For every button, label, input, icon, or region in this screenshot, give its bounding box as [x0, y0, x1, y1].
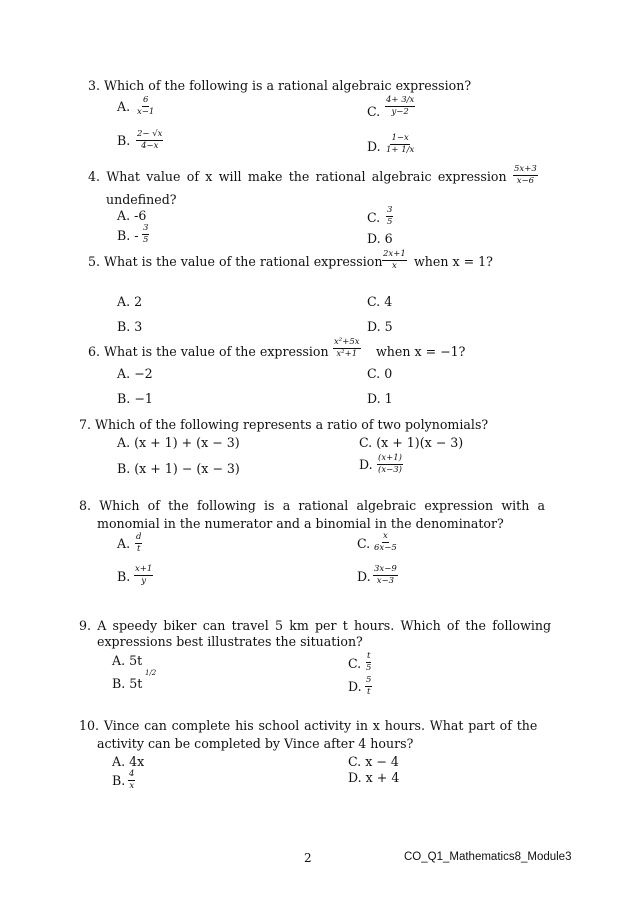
q10-option-b-label: B.: [112, 773, 126, 788]
q9-option-c-label: C.: [348, 656, 362, 671]
q3-option-d-label: D.: [367, 139, 381, 154]
q7-option-d-label: D.: [359, 457, 373, 472]
q4-stem: 4. What value of x will make the rational algebraic expression: [88, 169, 507, 184]
q6-expression-fraction: $\frac{\text{x²+5x}}{\text{x²+1}}$: [334, 337, 360, 359]
q3-option-a-fraction: $\frac{6}{x-1}$: [137, 95, 155, 117]
q4-stem-continued: undefined?: [106, 192, 177, 207]
q8-option-a-label: A.: [117, 536, 131, 551]
q3-option-b-fraction: $\frac{2- √x}{4-x}$: [137, 129, 163, 151]
q4-expression-fraction: $\frac{5x+3}{x-6}$: [514, 164, 537, 186]
q7-option-d-fraction: $\frac{(x+1)}{(x-3)}$: [378, 453, 402, 475]
q8-option-c-fraction: $\frac{x}{6x-5}$: [374, 531, 397, 553]
q7-stem: 7. Which of the following represents a ratio of two polynomials?: [79, 417, 489, 432]
q10-stem-line1: 10. Vince can complete his school activity in x hours. What part of the: [79, 718, 538, 733]
q5-expression-fraction: $\frac{2x+1}{x}$: [383, 249, 406, 271]
q9-option-d-label: D.: [348, 679, 362, 694]
q9-stem-line2: expressions best illustrates the situation?: [97, 634, 363, 649]
q5-option-b: B. 3: [117, 319, 143, 334]
q10-option-a: A. 4x: [112, 754, 145, 769]
q8-option-b-fraction: $\frac{x+1}{y}$: [135, 564, 153, 586]
q9-option-d-fraction: $\frac{5}{t}$: [366, 675, 372, 697]
q9-option-a: A. 5t: [112, 653, 143, 668]
q8-stem-line2: monomial in the numerator and a binomial in the denominator?: [97, 516, 504, 531]
q10-option-d: D. x + 4: [348, 770, 400, 785]
q3-option-c-fraction: $\frac{4+ 3/x}{y-2}$: [386, 95, 415, 117]
q4-option-c-label: C.: [367, 210, 381, 225]
q3-stem: 3. Which of the following is a rational algebraic expression?: [88, 78, 472, 93]
q6-option-c: C. 0: [367, 366, 393, 381]
q5-option-a: A. 2: [117, 294, 143, 309]
q4-option-d: D. 6: [367, 231, 393, 246]
q8-option-d-label: D.: [357, 569, 371, 584]
q7-option-c: C. (x + 1)(x − 3): [359, 435, 464, 450]
q9-option-b-label: B. 5t: [112, 676, 143, 691]
q8-option-a-fraction: $\frac{d}{t}$: [136, 532, 142, 554]
q10-stem-line2: activity can be completed by Vince after 4 hours?: [97, 736, 414, 751]
q4-option-b-label: B. -: [117, 228, 139, 243]
q9-option-b-exponent: 1/2: [145, 669, 157, 677]
q6-option-a: A. −2: [117, 366, 153, 381]
q4-option-c-fraction: $\frac{3}{5}$: [387, 205, 393, 227]
q5-option-c: C. 4: [367, 294, 393, 309]
q3-option-c-label: C.: [367, 104, 381, 119]
q9-stem-line1: 9. A speedy biker can travel 5 km per t hours. Which of the following: [79, 618, 552, 633]
q4-option-b-fraction: $\frac{3}{5}$: [143, 223, 149, 245]
q6-when-clause: when x = −1?: [376, 344, 466, 359]
q7-option-b: B. (x + 1) − (x − 3): [117, 461, 240, 476]
q3-option-a-label: A.: [117, 99, 131, 114]
q6-option-b: B. −1: [117, 391, 153, 406]
q7-option-a: A. (x + 1) + (x − 3): [117, 435, 240, 450]
q9-option-c-fraction: $\frac{t}{5}$: [366, 651, 372, 673]
q10-option-c: C. x − 4: [348, 754, 399, 769]
page-number: 2: [304, 851, 312, 865]
q10-option-b-fraction: $\frac{4}{x}$: [129, 769, 135, 791]
module-code: CO_Q1_Mathematics8_Module3: [404, 851, 572, 863]
q8-option-d-fraction: $\frac{3x-9}{x-3}$: [374, 564, 397, 586]
q5-when-clause: when x = 1?: [414, 254, 493, 269]
q6-option-d: D. 1: [367, 391, 393, 406]
q5-option-d: D. 5: [367, 319, 393, 334]
q3-option-d-fraction: $\frac{1-x}{1+ 1/x}$: [386, 133, 415, 155]
q8-stem-line1: 8. Which of the following is a rational algebraic expression with a: [79, 498, 546, 513]
q4-option-a: A. -6: [117, 208, 147, 223]
q3-option-b-label: B.: [117, 133, 131, 148]
q8-option-b-label: B.: [117, 569, 131, 584]
q6-stem: 6. What is the value of the expression: [88, 344, 329, 359]
q5-stem: 5. What is the value of the rational expression: [88, 254, 383, 269]
q8-option-c-label: C.: [357, 536, 371, 551]
